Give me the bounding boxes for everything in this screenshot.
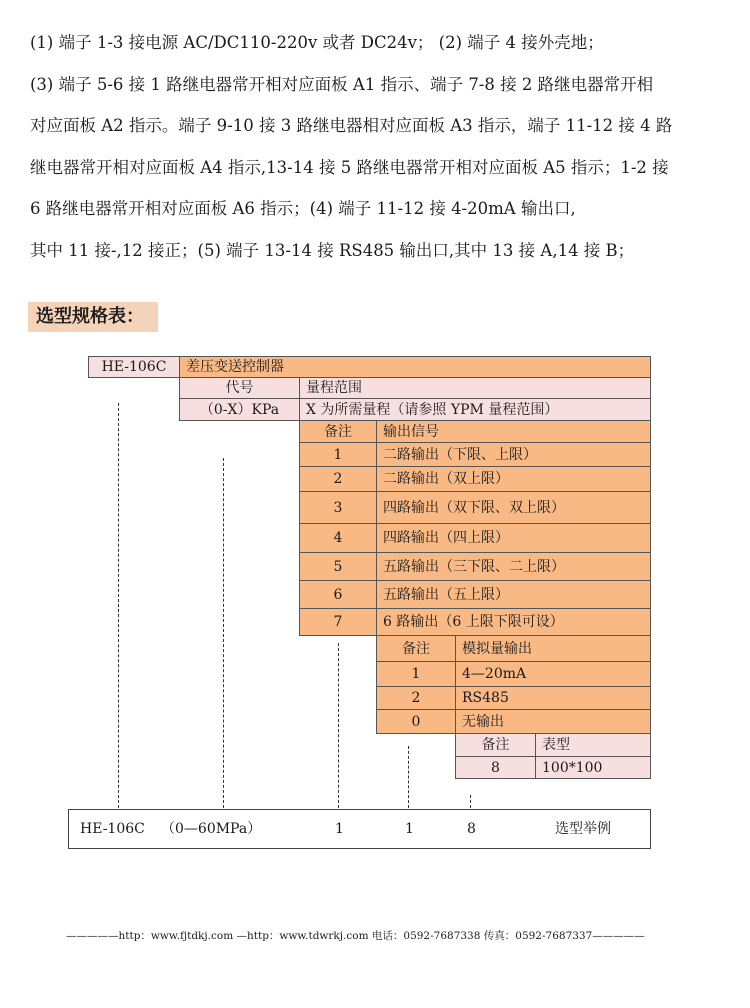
meter-label-cell: 100*100: [535, 756, 651, 779]
description-line: (1) 端子 1-3 接电源 AC/DC110-220v 或者 DC24v； (2) 端子 4 接外壳地；: [30, 33, 604, 52]
example-range: （0—60MPa）: [161, 821, 262, 837]
description-line: 6 路继电器常开相对应面板 A6 指示；(4) 端子 11-12 接 4-20mA 输出口,: [30, 199, 576, 218]
output-label-cell: 6 路输出（6 上限下限可设）: [376, 608, 651, 636]
analog-label-cell: 无输出: [455, 709, 651, 734]
range-code-cell: （0-X）KPa: [179, 398, 300, 421]
example-model: HE-106C: [80, 821, 145, 837]
output-label-cell: 二路输出（下限、上限）: [376, 442, 651, 467]
output-code-cell: 4: [299, 523, 377, 553]
selection-example: [68, 809, 651, 849]
output-code-header: 备注: [299, 420, 377, 443]
page-footer: —————http：www.fjtdkj.com —http：www.tdwrkj.com 电话：0592-7687338 传真：0592-7687337—————: [66, 930, 645, 942]
example-analog: 1: [405, 821, 414, 837]
example-meter: 8: [467, 821, 476, 837]
output-label-cell: 五路输出（三下限、二上限）: [376, 552, 651, 581]
output-code-cell: 6: [299, 580, 377, 609]
analog-code-cell: 2: [376, 686, 456, 710]
output-code-cell: 5: [299, 552, 377, 581]
model-code-cell: HE-106C: [88, 356, 180, 378]
terminal-description: [30, 22, 730, 271]
output-code-cell: 2: [299, 466, 377, 492]
example-output: 1: [335, 821, 344, 837]
range-code-header: 代号: [179, 377, 300, 399]
analog-code-cell: 1: [376, 661, 456, 687]
range-label-cell: X 为所需量程（请参照 YPM 量程范围）: [299, 398, 651, 421]
analog-code-header: 备注: [376, 635, 456, 662]
connector-line: [118, 403, 119, 808]
connector-line: [470, 795, 471, 808]
output-code-cell: 7: [299, 608, 377, 636]
output-label-cell: 二路输出（双上限）: [376, 466, 651, 492]
model-name-cell: 差压变送控制器: [179, 356, 651, 378]
example-caption: 选型举例: [555, 821, 611, 837]
description-line: 其中 11 接-,12 接正；(5) 端子 13-14 接 RS485 输出口,其中 13 接 A,14 接 B；: [30, 240, 635, 260]
output-label-cell: 四路输出（四上限）: [376, 523, 651, 553]
analog-label-header: 模拟量输出: [455, 635, 651, 662]
range-label-header: 量程范围: [299, 377, 651, 399]
meter-code-header: 备注: [455, 733, 536, 757]
analog-code-cell: 0: [376, 709, 456, 734]
meter-code-cell: 8: [455, 756, 536, 779]
connector-line: [223, 458, 224, 808]
connector-line: [408, 746, 409, 808]
output-code-cell: 1: [299, 442, 377, 467]
output-label-cell: 五路输出（五上限）: [376, 580, 651, 609]
output-label-header: 输出信号: [376, 420, 651, 443]
output-code-cell: 3: [299, 491, 377, 524]
description-line: (3) 端子 5-6 接 1 路继电器常开相对应面板 A1 指示、端子 7-8 接 2 路继电器常开相: [30, 74, 654, 94]
connector-line: [338, 643, 339, 808]
analog-label-cell: 4—20mA: [455, 661, 651, 687]
meter-label-header: 表型: [535, 733, 651, 757]
description-line: 对应面板 A2 指示。端子 9-10 接 3 路继电器相对应面板 A3 指示，端子 11-12 接 4 路: [30, 116, 673, 135]
section-title: 选型规格表：: [28, 302, 158, 332]
output-label-cell: 四路输出（双下限、双上限）: [376, 491, 651, 524]
analog-label-cell: RS485: [455, 686, 651, 710]
description-line: 继电器常开相对应面板 A4 指示,13-14 接 5 路继电器常开相对应面板 A5 指示；1-2 接: [30, 157, 669, 177]
